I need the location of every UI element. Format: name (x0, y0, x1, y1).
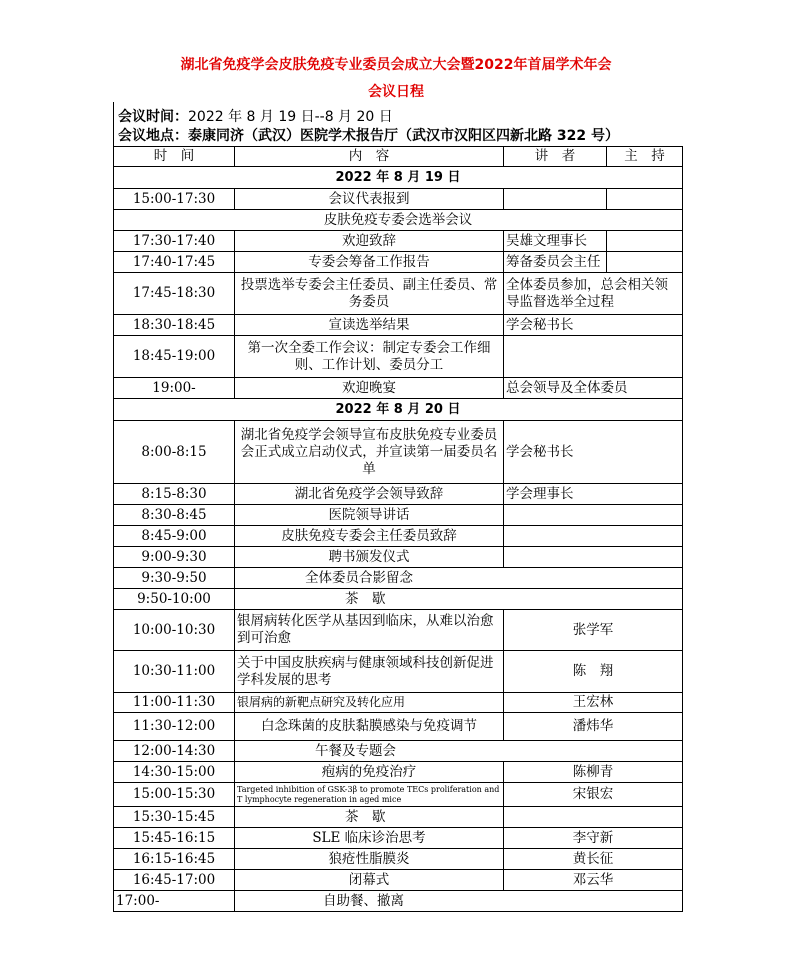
content-cell: 白念珠菌的皮肤黏膜感染与免疫调节 (235, 713, 504, 741)
time-cell: 12:00-14:30 (114, 741, 235, 762)
table-row (114, 252, 683, 273)
table-row (114, 568, 683, 589)
table-row (114, 693, 683, 713)
content-cell: 湖北省免疫学会领导宣布皮肤免疫专业委员会正式成立启动仪式，并宣读第一届委员名单 (235, 421, 504, 484)
time-cell: 17:45-18:30 (114, 273, 235, 315)
date-row (114, 399, 683, 421)
time-cell: 8:30-8:45 (114, 505, 235, 526)
content-cell: 银屑病转化医学从基因到临床，从难以治愈到可治愈 (235, 610, 504, 651)
speaker-cell: 陈 翔 (504, 651, 683, 693)
page-title: 湖北省免疫学会皮肤免疫专业委员会成立大会暨2022年首届学术年会 (180, 57, 612, 73)
table-row (114, 891, 683, 912)
table-row (114, 189, 683, 210)
content-cell: 狼疮性脂膜炎 (235, 849, 504, 870)
speaker-cell: 总会领导及全体委员 (504, 378, 683, 399)
time-cell: 17:30-17:40 (114, 231, 235, 252)
speaker-cell (504, 336, 683, 378)
content-cell: 聘书颁发仪式 (235, 547, 504, 568)
table-row (114, 828, 683, 849)
table-row (114, 741, 683, 762)
content-cell: 全体委员合影留念 (235, 568, 683, 589)
host-cell (607, 231, 683, 252)
content-cell: 茶 歇 (235, 589, 683, 610)
time-cell: 18:45-19:00 (114, 336, 235, 378)
table-row (114, 315, 683, 336)
speaker-cell: 陈柳青 (504, 762, 683, 783)
speaker-cell: 筹备委员会主任 (504, 252, 607, 273)
time-cell: 15:30-15:45 (114, 807, 235, 828)
content-cell: Targeted inhibition of GSK-3β to promote TECs proliferation and T lymphocyte regeneration in aged mice (235, 783, 504, 807)
content-cell: 关于中国皮肤疾病与健康领域科技创新促进学科发展的思考 (235, 651, 504, 693)
speaker-cell (504, 807, 683, 828)
time-cell: 11:00-11:30 (114, 693, 235, 713)
content-cell: 宣读选举结果 (235, 315, 504, 336)
time-cell: 17:40-17:45 (114, 252, 235, 273)
page-subtitle: 会议日程 (368, 84, 424, 100)
speaker-cell: 吴雄文理事长 (504, 231, 607, 252)
content-cell: 自助餐、撤离 (235, 891, 683, 912)
time-cell: 10:30-11:00 (114, 651, 235, 693)
speaker-cell (504, 526, 683, 547)
time-cell: 9:00-9:30 (114, 547, 235, 568)
table-row (114, 783, 683, 807)
content-cell: 闭幕式 (235, 870, 504, 891)
content-cell: 医院领导讲话 (235, 505, 504, 526)
table-row (114, 651, 683, 693)
date-day1: 2022 年 8 月 19 日 (114, 167, 683, 189)
header-speaker: 讲 者 (504, 147, 607, 167)
table-row (114, 526, 683, 547)
table-row (114, 807, 683, 828)
time-cell: 10:00-10:30 (114, 610, 235, 651)
time-cell: 15:00-17:30 (114, 189, 235, 210)
table-row (114, 762, 683, 783)
schedule-table (113, 146, 683, 912)
table-row (114, 589, 683, 610)
table-row (114, 505, 683, 526)
date-day2: 2022 年 8 月 20 日 (114, 399, 683, 421)
content-cell: 专委会筹备工作报告 (235, 252, 504, 273)
table-row (114, 421, 683, 484)
host-cell (607, 252, 683, 273)
table-row (114, 484, 683, 505)
table-row (114, 273, 683, 315)
meeting-place (118, 125, 619, 145)
speaker-cell: 邓云华 (504, 870, 683, 891)
time-cell: 15:45-16:15 (114, 828, 235, 849)
header-time: 时 间 (114, 147, 235, 167)
table-row (114, 870, 683, 891)
time-cell: 15:00-15:30 (114, 783, 235, 807)
header-host: 主 持 (607, 147, 683, 167)
time-cell: 9:50-10:00 (114, 589, 235, 610)
time-cell: 14:30-15:00 (114, 762, 235, 783)
speaker-cell (504, 189, 607, 210)
speaker-cell: 全体委员参加，总会相关领导监督选举全过程 (504, 273, 683, 315)
header-content: 内 容 (235, 147, 504, 167)
table-row (114, 231, 683, 252)
content-cell: 银屑病的新靶点研究及转化应用 (235, 693, 504, 713)
host-cell (607, 189, 683, 210)
content-cell: 第一次全委工作会议：制定专委会工作细则、工作计划、委员分工 (235, 336, 504, 378)
time-cell: 19:00- (114, 378, 235, 399)
time-cell: 17:00- (114, 891, 235, 912)
speaker-cell: 黄长征 (504, 849, 683, 870)
meeting-time-label: 会议时间： (118, 109, 188, 125)
time-cell: 8:15-8:30 (114, 484, 235, 505)
speaker-cell: 宋银宏 (504, 783, 683, 807)
date-row (114, 167, 683, 189)
speaker-cell (504, 547, 683, 568)
content-cell: 疱病的免疫治疗 (235, 762, 504, 783)
meeting-time (118, 106, 393, 126)
time-cell: 16:45-17:00 (114, 870, 235, 891)
time-cell: 11:30-12:00 (114, 713, 235, 741)
speaker-cell: 学会秘书长 (504, 315, 683, 336)
meeting-place-value: 泰康同济（武汉）医院学术报告厅（武汉市汉阳区四新北路 322 号） (188, 128, 619, 144)
time-cell: 8:00-8:15 (114, 421, 235, 484)
table-row (114, 610, 683, 651)
content-cell: 皮肤免疫专委会主任委员致辞 (235, 526, 504, 547)
table-row (114, 713, 683, 741)
time-cell: 18:30-18:45 (114, 315, 235, 336)
content-cell: 午餐及专题会 (235, 741, 683, 762)
speaker-cell: 李守新 (504, 828, 683, 849)
speaker-cell: 张学军 (504, 610, 683, 651)
content-cell: 茶 歇 (235, 807, 504, 828)
speaker-cell: 潘炜华 (504, 713, 683, 741)
time-cell: 9:30-9:50 (114, 568, 235, 589)
speaker-cell: 学会秘书长 (504, 421, 683, 484)
content-cell: 欢迎晚宴 (235, 378, 504, 399)
table-row (114, 547, 683, 568)
table-row (114, 336, 683, 378)
speaker-cell: 学会理事长 (504, 484, 683, 505)
table-header-row (114, 147, 683, 167)
meeting-place-label: 会议地点： (118, 128, 188, 144)
content-cell: 欢迎致辞 (235, 231, 504, 252)
table-row (114, 378, 683, 399)
speaker-cell: 王宏林 (504, 693, 683, 713)
section-row (114, 210, 683, 231)
table-row (114, 849, 683, 870)
section-cell: 皮肤免疫专委会选举会议 (114, 210, 683, 231)
content-cell: 湖北省免疫学会领导致辞 (235, 484, 504, 505)
content-cell: SLE 临床诊治思考 (235, 828, 504, 849)
speaker-cell (504, 505, 683, 526)
time-cell: 8:45-9:00 (114, 526, 235, 547)
meeting-time-value: 2022 年 8 月 19 日--8 月 20 日 (188, 109, 393, 125)
content-cell: 会议代表报到 (235, 189, 504, 210)
content-cell: 投票选举专委会主任委员、副主任委员、常务委员 (235, 273, 504, 315)
time-cell: 16:15-16:45 (114, 849, 235, 870)
left-rule (113, 102, 114, 146)
